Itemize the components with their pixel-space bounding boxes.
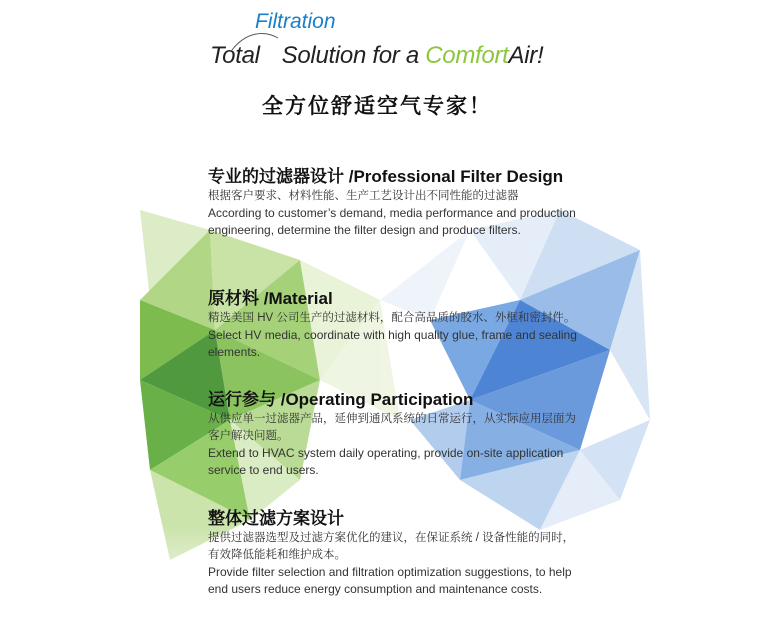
section-text-en: Provide filter selection and filtration optimization suggestions, to help end users reduce energy consumption and maintenance costs. bbox=[208, 565, 572, 596]
section-title: 整体过滤方案设计 bbox=[208, 509, 344, 528]
tagline bbox=[210, 42, 543, 70]
tagline-solution: Solution for a bbox=[281, 42, 419, 69]
section-material bbox=[208, 288, 578, 361]
tagline-total: Total bbox=[210, 42, 260, 69]
section-filter-design bbox=[208, 166, 578, 239]
section-text-en: Select HV media, coordinate with high quality glue, frame and sealing elements. bbox=[208, 328, 577, 359]
tagline-comfort: Comfort bbox=[425, 42, 509, 69]
section-text-cn: 精选美国 HV 公司生产的过滤材料，配合高品质的胶水、外框和密封件。 bbox=[208, 312, 576, 324]
header bbox=[0, 0, 780, 140]
section-text-en: According to customer’s demand, media performance and production engineering, determine the filter design and produce filters. bbox=[208, 206, 576, 237]
tagline-air: Air! bbox=[508, 42, 544, 69]
section-title: 专业的过滤器设计 /Professional Filter Design bbox=[208, 167, 564, 186]
section-operating-participation bbox=[208, 389, 578, 479]
section-title: 运行参与 /Operating Participation bbox=[208, 390, 474, 409]
section-title: 原材料 /Material bbox=[208, 289, 333, 308]
section-text-cn: 提供过滤器选型及过滤方案优化的建议，在保证系统 / 设备性能的同时，有效降低能耗和维护成本。 bbox=[208, 532, 575, 561]
filtration-word: Filtration bbox=[255, 10, 336, 33]
section-text-cn: 从供应单一过滤器产品，延伸到通风系统的日常运行，从实际应用层面为客户解决问题。 bbox=[208, 413, 576, 442]
section-text-en: Extend to HVAC system daily operating, provide on-site application service to end users. bbox=[208, 446, 564, 477]
section-overall-solution bbox=[208, 508, 578, 598]
section-text-cn: 根据客户要求、材料性能、生产工艺设计出不同性能的过滤器 bbox=[208, 190, 519, 202]
chinese-slogan: 全方位舒适空气专家！ bbox=[262, 95, 492, 118]
